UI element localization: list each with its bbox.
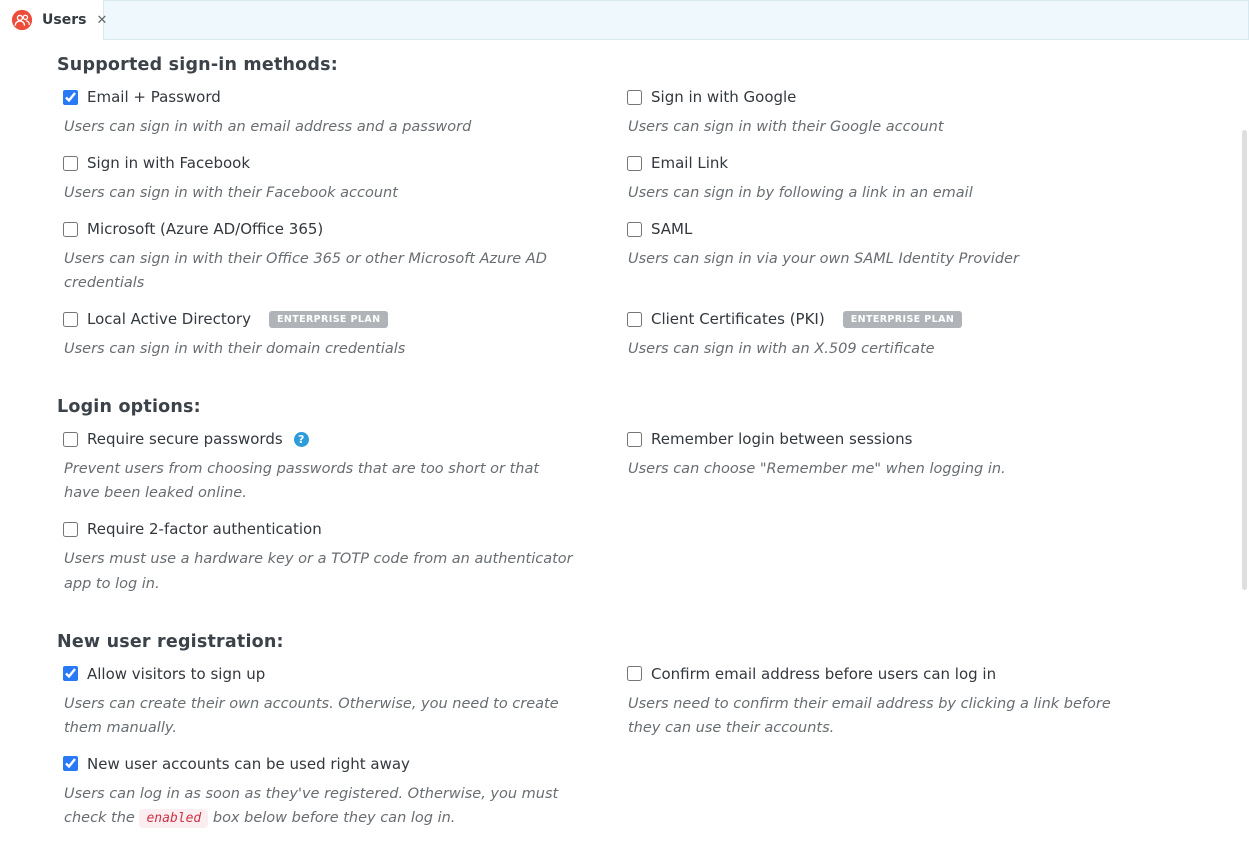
option-sign-in-facebook <box>63 154 627 205</box>
section-new-user-registration <box>57 632 1192 845</box>
description-text: Users can log in as soon as they've registered. Otherwise, you must check the <box>64 785 559 826</box>
enabled-code-badge: enabled <box>139 809 208 828</box>
enterprise-plan-badge: ENTERPRISE PLAN <box>269 311 389 328</box>
tab-users[interactable] <box>0 0 108 40</box>
email-password-checkbox[interactable] <box>63 90 78 105</box>
option-accounts-usable-right-away <box>63 755 627 830</box>
option-label: Local Active Directory <box>87 310 251 329</box>
option-description: Users can sign in with an email address and a password <box>64 119 472 135</box>
option-allow-visitors-sign-up <box>63 665 627 740</box>
google-sign-in-checkbox[interactable] <box>627 90 642 105</box>
users-icon <box>11 9 33 31</box>
section-heading-new-user-registration: New user registration: <box>57 631 284 652</box>
option-label: Remember login between sessions <box>651 430 913 449</box>
local-active-directory-checkbox[interactable] <box>63 312 78 327</box>
require-secure-passwords-checkbox[interactable] <box>63 432 78 447</box>
allow-sign-up-checkbox[interactable] <box>63 666 78 681</box>
option-confirm-email-address <box>627 665 1192 740</box>
option-local-active-directory <box>63 310 627 361</box>
section-heading-login-options: Login options: <box>57 397 201 418</box>
option-description: Users can create their own accounts. Otherwise, you need to create them manually. <box>64 695 559 736</box>
option-label: Sign in with Facebook <box>87 154 251 173</box>
option-saml <box>627 220 1192 295</box>
option-remember-login <box>627 430 1192 505</box>
section-login-options <box>57 397 1192 610</box>
option-description: Users can sign in via your own SAML Identity Provider <box>628 251 1019 268</box>
option-label: Confirm email address before users can log in <box>651 664 997 683</box>
email-link-checkbox[interactable] <box>627 156 642 171</box>
option-label: Sign in with Google <box>651 88 797 106</box>
option-label: Email + Password <box>87 88 221 106</box>
option-description: Users can sign in with their Office 365 or other Microsoft Azure AD credentials <box>64 251 547 292</box>
description-text: box below before they can log in. <box>208 809 456 826</box>
option-description: Users can sign in by following a link in an email <box>628 185 973 202</box>
confirm-email-checkbox[interactable] <box>627 666 642 681</box>
option-label: Email Link <box>651 154 729 173</box>
option-description: Users can sign in with their Google account <box>628 119 944 135</box>
option-microsoft-azure <box>63 220 627 295</box>
enterprise-plan-badge: ENTERPRISE PLAN <box>843 311 963 328</box>
tab-users-label: Users <box>42 12 87 28</box>
help-icon[interactable]: ? <box>294 432 309 447</box>
option-description: Prevent users from choosing passwords that are too short or that have been leaked online. <box>64 461 540 502</box>
option-label: New user accounts can be used right away <box>87 754 410 773</box>
section-heading-sign-in-methods: Supported sign-in methods: <box>57 55 338 75</box>
facebook-sign-in-checkbox[interactable] <box>63 156 78 171</box>
option-label: Allow visitors to sign up <box>87 664 266 683</box>
vertical-scrollbar-thumb[interactable] <box>1242 130 1247 590</box>
option-require-secure-passwords <box>63 430 627 505</box>
option-description <box>64 782 576 830</box>
option-sign-in-google <box>627 88 1192 139</box>
option-email-link <box>627 154 1192 205</box>
option-label: Require secure passwords <box>87 430 283 449</box>
option-description: Users can sign in with an X.509 certificate <box>628 341 935 358</box>
require-2fa-checkbox[interactable] <box>63 522 78 537</box>
microsoft-azure-checkbox[interactable] <box>63 222 78 237</box>
option-description: Users can choose "Remember me" when logging in. <box>628 461 1006 478</box>
section-sign-in-methods <box>57 55 1192 376</box>
option-description: Users can sign in with their Facebook account <box>64 185 398 202</box>
tab-bar-empty-area <box>103 0 1249 40</box>
client-certificates-checkbox[interactable] <box>627 312 642 327</box>
option-client-certificates-pki <box>627 310 1192 361</box>
tab-bar <box>0 0 1249 40</box>
tab-close-icon[interactable]: ✕ <box>96 12 108 28</box>
settings-page <box>0 40 1249 845</box>
option-require-2fa <box>63 520 627 595</box>
option-label: Require 2-factor authentication <box>87 520 322 539</box>
option-description: Users must use a hardware key or a TOTP code from an authenticator app to log in. <box>64 551 573 592</box>
option-label: Microsoft (Azure AD/Office 365) <box>87 220 324 239</box>
option-description: Users can sign in with their domain credentials <box>64 341 406 358</box>
option-label: SAML <box>651 220 693 239</box>
saml-checkbox[interactable] <box>627 222 642 237</box>
remember-login-checkbox[interactable] <box>627 432 642 447</box>
option-label: Client Certificates (PKI) <box>651 310 825 329</box>
option-description: Users need to confirm their email address by clicking a link before they can use their accounts. <box>628 695 1111 736</box>
option-email-password <box>63 88 627 139</box>
accounts-right-away-checkbox[interactable] <box>63 756 78 771</box>
